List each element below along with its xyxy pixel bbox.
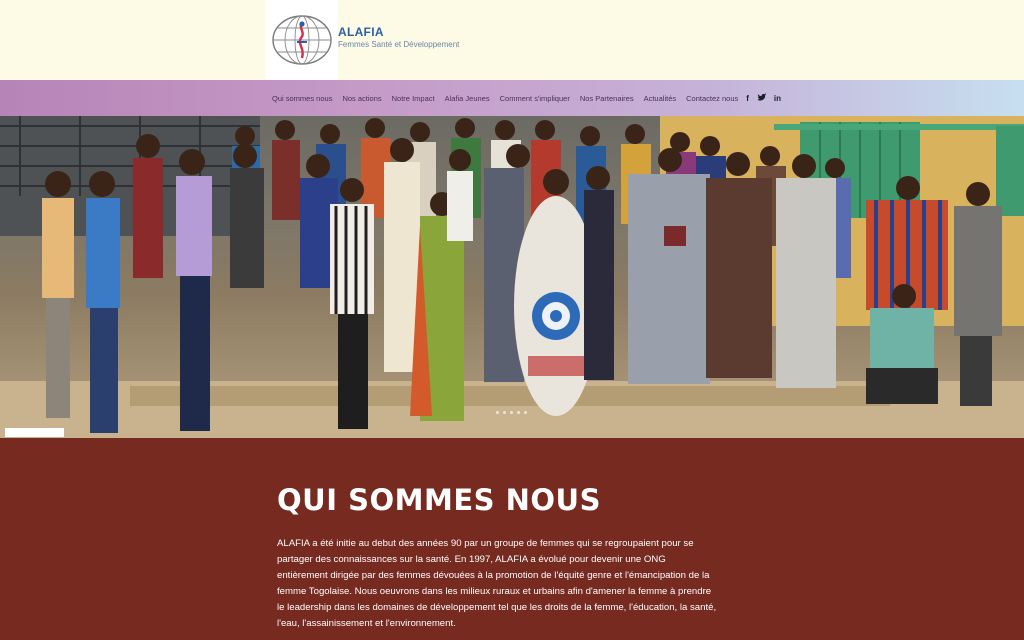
site-header [0,0,1024,80]
nav-item-nos-actions[interactable]: Nos actions [342,93,382,103]
nav-item-notre-impact[interactable]: Notre Impact [391,93,435,103]
facebook-icon[interactable]: f [746,93,749,103]
brand [338,25,459,49]
slider-dot[interactable] [524,411,527,414]
globe-logo-icon [271,14,333,66]
twitter-icon[interactable] [757,93,766,103]
slider-dot[interactable] [503,411,506,414]
slider-dot[interactable] [517,411,520,414]
about-description: ALAFIA a été initie au debut des années 90 par un groupe de femmes qui se regroupaient pour se partager des connaissances sur la santé. En 1997, ALAFIA a évolué pour devenir une ONG entièrement dirigée par des femmes dévouées à la promotion de l'équité genre et l'émancipation de la femme Togolaise. Nous oeuvrons dans les milieux ruraux et urbains afin d'amener la femme à prendre le leadership dans les domaines de développement tel que les droits de la femme, l'éducation, la santé, l'eau, l'assainissement et l'environnement. [277,538,717,629]
logo[interactable] [265,0,338,80]
nav-item-comment-s-impliquer[interactable]: Comment s'impliquer [499,93,570,103]
linkedin-icon[interactable]: in [773,93,782,103]
group-photo [0,116,1024,438]
social-links [746,93,789,103]
about-title: QUI SOMMES NOUS [277,483,601,517]
nav-item-contactez-nous[interactable]: Contactez nous [686,93,739,103]
hero-slider[interactable] [0,116,1024,438]
main-navigation [0,80,1024,116]
brand-tagline: Femmes Santé et Développement [338,40,460,49]
slider-progress-bar [5,428,64,437]
nav-item-qui-sommes-nous[interactable]: Qui sommes nous [272,93,333,103]
slider-dots[interactable] [496,411,531,414]
brand-name: ALAFIA [338,25,384,39]
nav-item-alafia-jeunes[interactable]: Alafia Jeunes [444,93,490,103]
nav-item-nos-partenaires[interactable]: Nos Partenaires [579,93,634,103]
about-section [0,438,1024,640]
slider-dot[interactable] [496,411,499,414]
nav-item-actualites[interactable]: Actualités [643,93,677,103]
slider-dot[interactable] [510,411,513,414]
